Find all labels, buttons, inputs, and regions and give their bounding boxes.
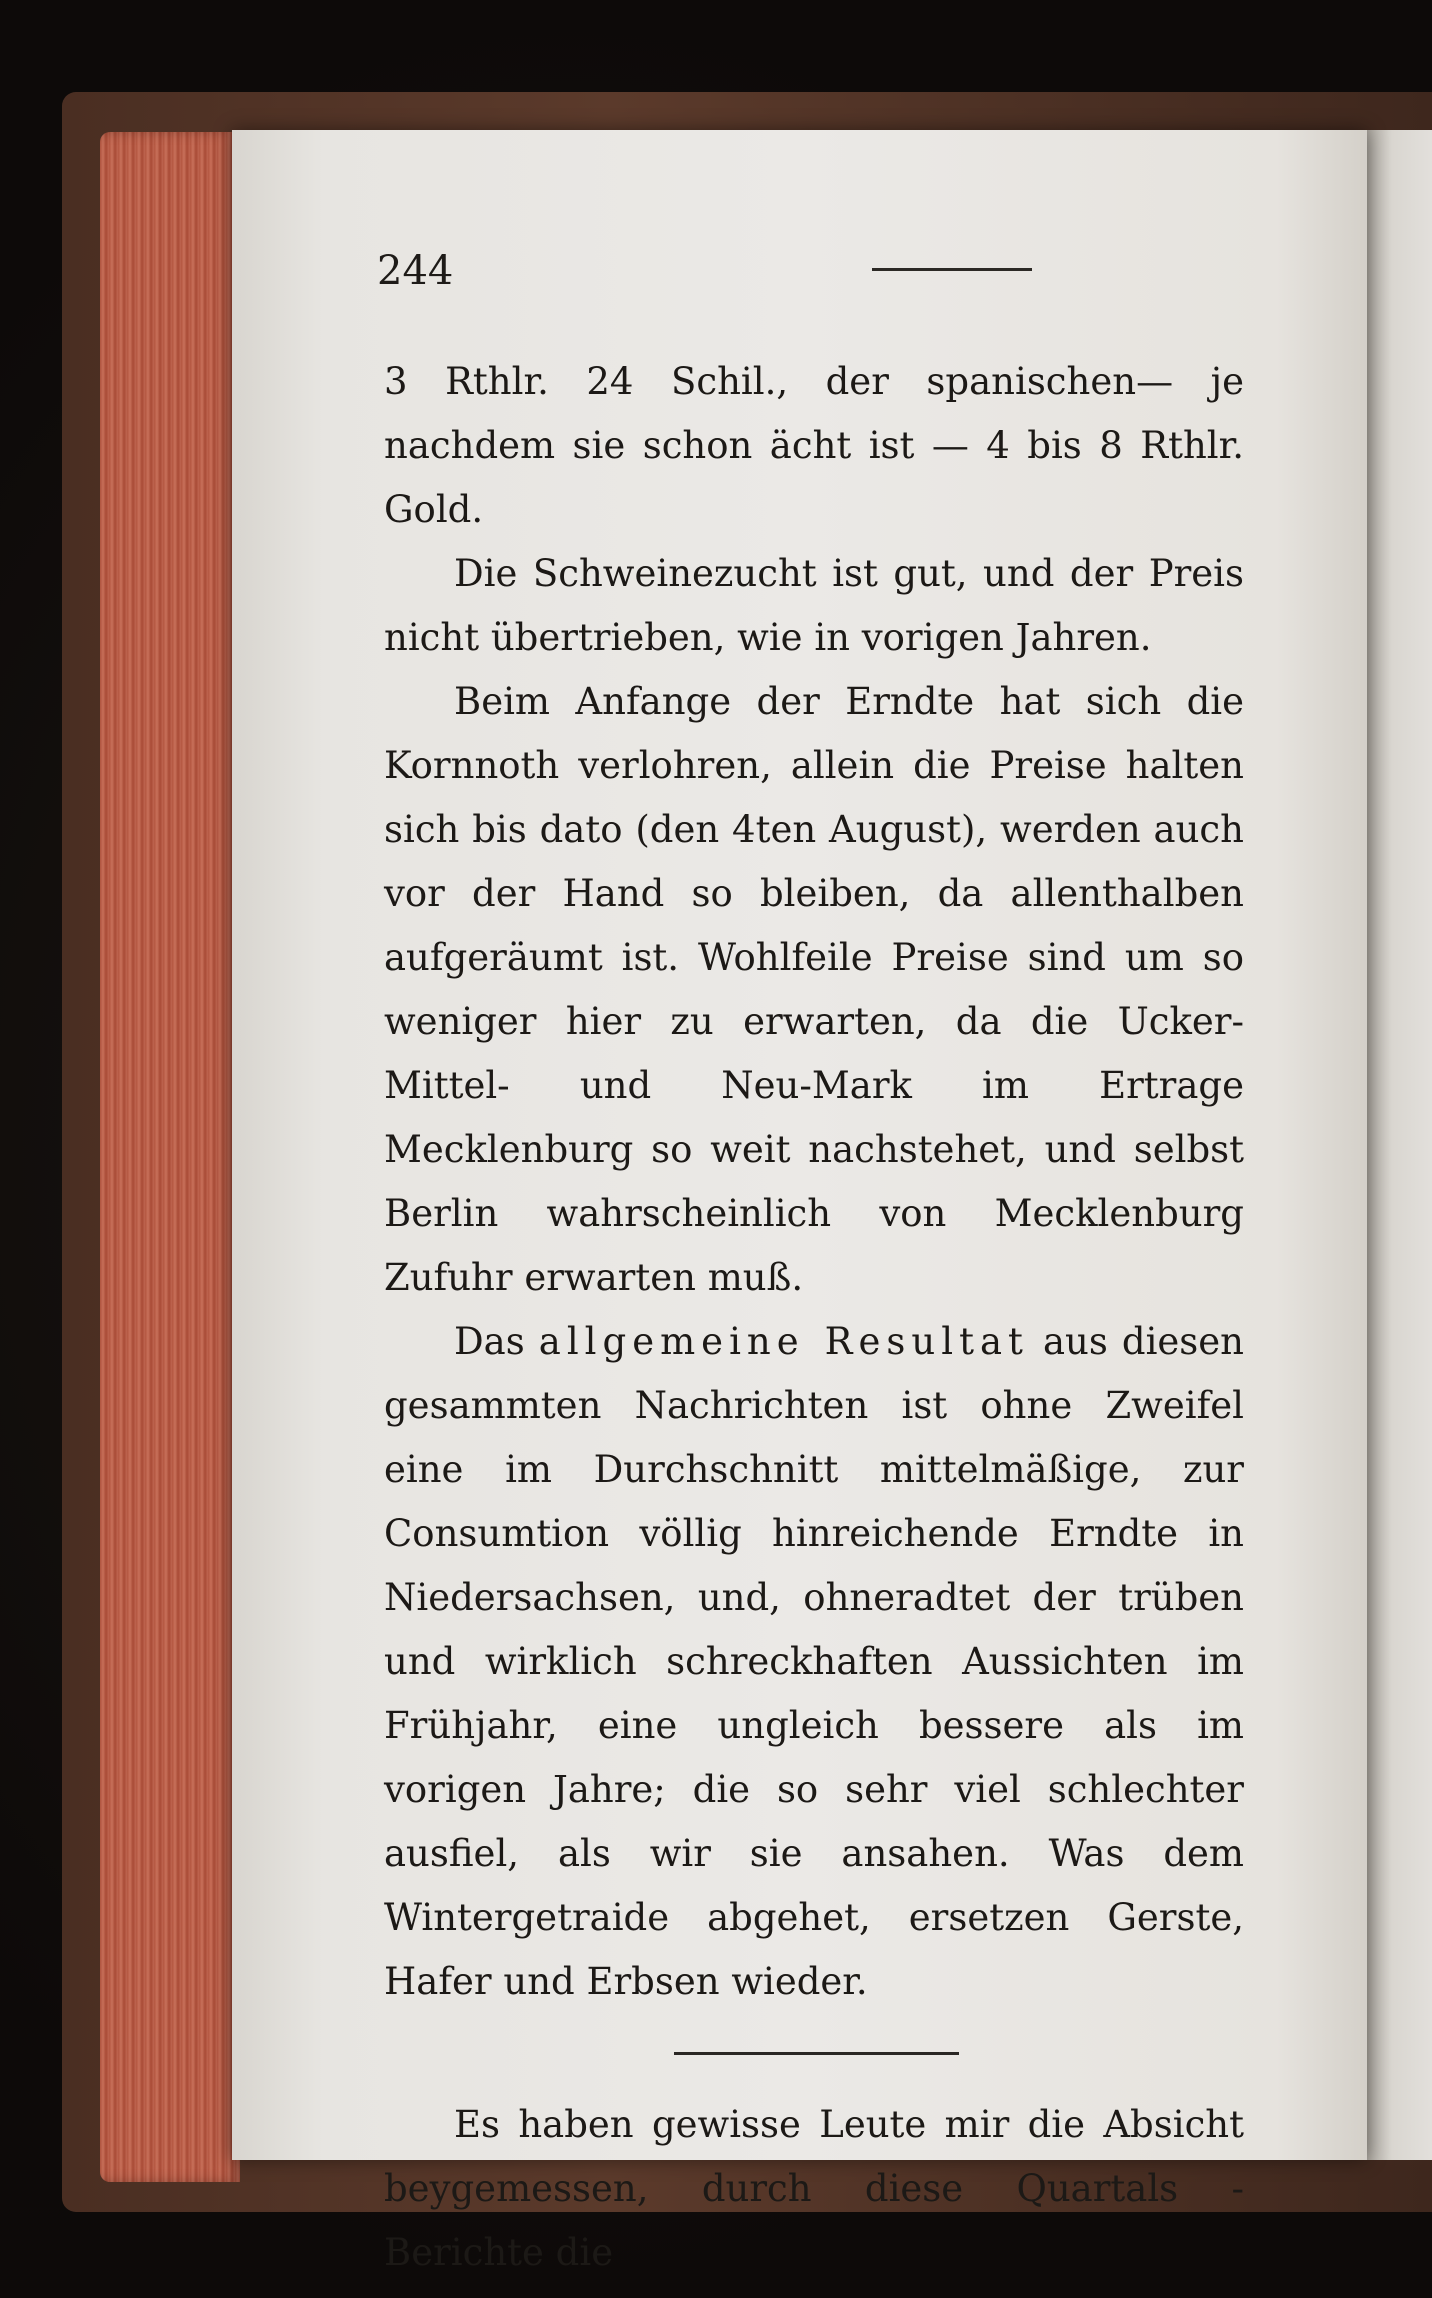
result-paragraph	[384, 1310, 1244, 2014]
header-rule	[872, 268, 1032, 271]
paragraph: Beim Anfange der Erndte hat sich die Kornnoth verlohren, allein die Preise halten sich bis dato (den 4ten August), werden auch vor der Hand so bleiben, da allenthalben aufgeräumt ist. Wohlfeile Preise sind um so weniger hier zu erwarten, da die Ucker- Mittel- und Neu-Mark im Ertrage Mecklenburg so weit nachstehet, und selbst Berlin wahrscheinlich von Mecklenburg Zufuhr erwarten muß.	[384, 680, 1244, 1299]
page-number: 244	[377, 248, 454, 294]
paragraph: Es haben gewisse Leute mir die Absicht beygemessen, durch diese Quartals - Berichte die	[384, 2103, 1244, 2274]
facing-page-edge	[1362, 130, 1432, 2160]
result-rest: aus diesen gesammten Nachrichten ist ohne Zweifel eine im Durchschnitt mittelmäßige, zur Consumtion völlig hinreichende Erndte in Niedersachsen, und, ohneradtet der trüben und wirklich schreckhaften Aussichten im Frühjahr, eine ungleich bessere als im vorigen Jahre; die so sehr viel schlechter ausfiel, als wir sie ansahen. Was dem Wintergetraide abgehet, ersetzen Gerste, Hafer und Erbsen wieder.	[384, 1320, 1245, 2003]
paragraph: Die Schweinezucht ist gut, und der Preis nicht übertrieben, wie in vorigen Jahren.	[384, 552, 1244, 659]
page-header	[377, 248, 1277, 318]
result-lead: Das	[454, 1320, 525, 1363]
body-text	[384, 350, 1244, 2285]
page-edges	[100, 132, 240, 2182]
book-page	[232, 130, 1367, 2274]
paragraph: 3 Rthlr. 24 Schil., der spanischen— je nachdem sie schon ächt ist — 4 bis 8 Rthlr. Gold.	[384, 360, 1244, 531]
spaced-term: allgemeine Resultat	[538, 1320, 1029, 1363]
section-rule	[674, 2052, 959, 2055]
